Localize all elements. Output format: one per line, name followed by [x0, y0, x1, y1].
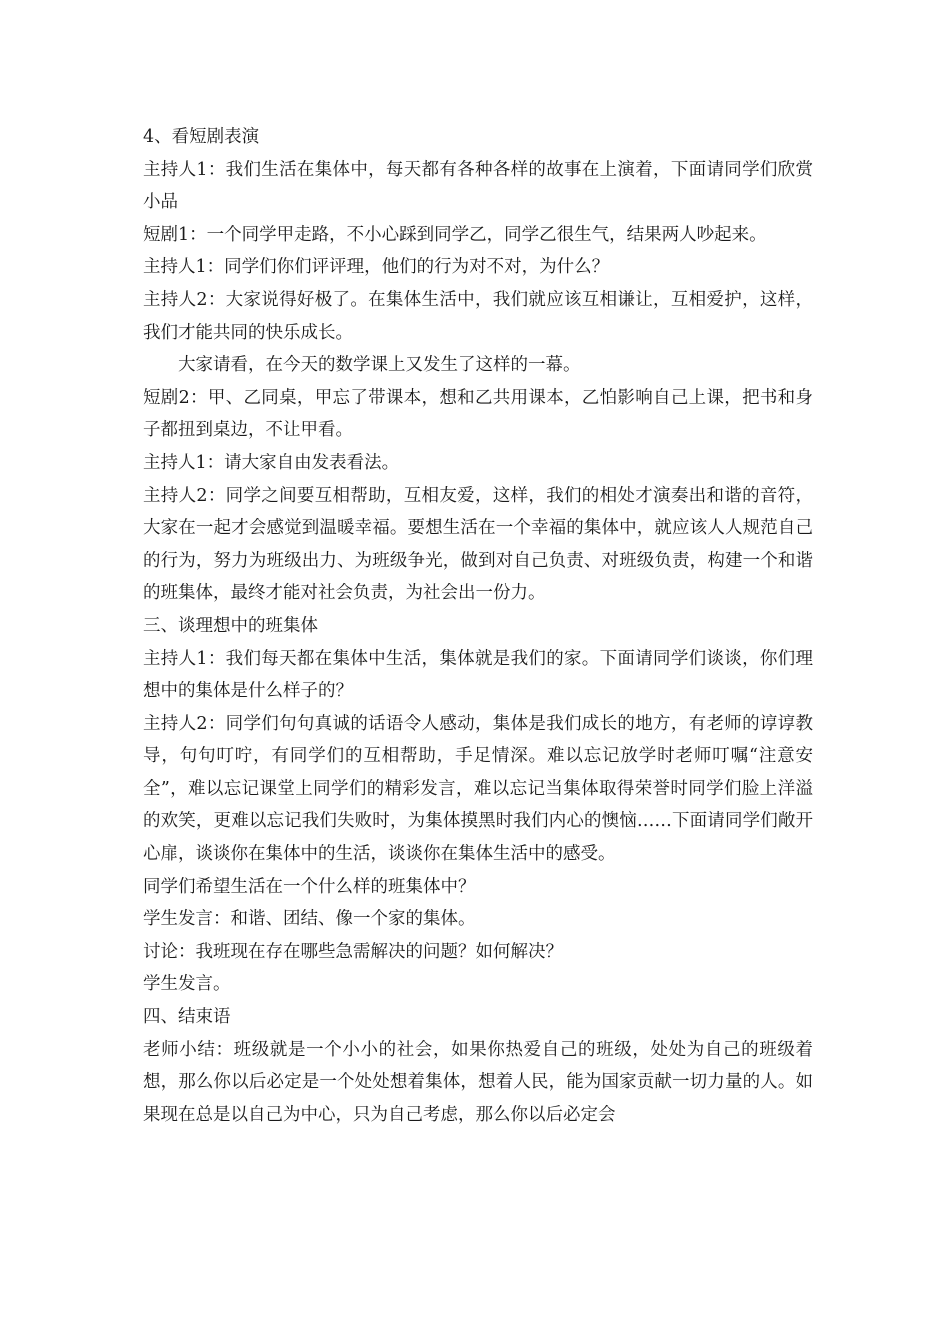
section-heading: 四、结束语: [143, 1007, 231, 1028]
paragraph: 短剧1：一个同学甲走路，不小心踩到同学乙，同学乙很生气，结果两人吵起来。: [143, 224, 767, 245]
section-heading: 4、看短剧表演: [143, 127, 260, 147]
paragraph: 主持人2：大家说得好极了。在集体生活中，我们就应该互相谦让，互相爱护，这样，我们才能共同的快乐成长。: [143, 289, 813, 343]
paragraph: 讨论：我班现在存在哪些急需解决的问题？如何解决？: [143, 941, 563, 962]
paragraph: 学生发言：和谐、团结、像一个家的集体。: [143, 909, 476, 930]
document-body: [143, 121, 813, 1131]
paragraph: 大家请看，在今天的数学课上又发生了这样的一幕。: [178, 355, 581, 376]
paragraph: 主持人2：同学之间要互相帮助，互相友爱，这样，我们的相处才演奏出和谐的音符，大家在一起才会感觉到温暖幸福。要想生活在一个幸福的集体中，就应该人人规范自己的行为，努力为班级出力、为班级争光，做到对自己负责、对班级负责，构建一个和谐的班集体，最终才能对社会负责，为社会出一份力。: [143, 485, 813, 604]
paragraph: 主持人1：请大家自由发表看法。: [143, 452, 400, 473]
paragraph: 主持人1：我们生活在集体中，每天都有各种各样的故事在上演着，下面请同学们欣赏小品: [143, 159, 813, 213]
paragraph: 短剧2：甲、乙同桌，甲忘了带课本，想和乙共用课本，乙怕影响自己上课，把书和身子都扭到桌边，不让甲看。: [143, 387, 813, 441]
paragraph: 老师小结：班级就是一个小小的社会，如果你热爱自己的班级，处处为自己的班级着想，那么你以后必定是一个处处想着集体，想着人民，能为国家贡献一切力量的人。如果现在总是以自己为中心，只为自己考虑，那么你以后必定会: [143, 1039, 813, 1125]
paragraph: 同学们希望生活在一个什么样的班集体中？: [143, 876, 476, 897]
paragraph: 主持人1：我们每天都在集体中生活，集体就是我们的家。下面请同学们谈谈，你们理想中的集体是什么样子的？: [143, 648, 813, 702]
paragraph: 主持人2：同学们句句真诚的话语令人感动，集体是我们成长的地方，有老师的谆谆教导，句句叮咛，有同学们的互相帮助，手足情深。难以忘记放学时老师叮嘱“注意安全”，难以忘记课堂上同学们的精彩发言，难以忘记当集体取得荣誉时同学们脸上洋溢的欢笑，更难以忘记我们失败时，为集体摸黑时我们内心的懊恼……下面请同学们敞开心扉，谈谈你在集体中的生活，谈谈你在集体生活中的感受。: [143, 713, 813, 865]
paragraph: 主持人1：同学们你们评评理，他们的行为对不对，为什么？: [143, 257, 610, 278]
section-heading: 三、谈理想中的班集体: [143, 615, 318, 636]
paragraph: 学生发言。: [143, 974, 231, 995]
